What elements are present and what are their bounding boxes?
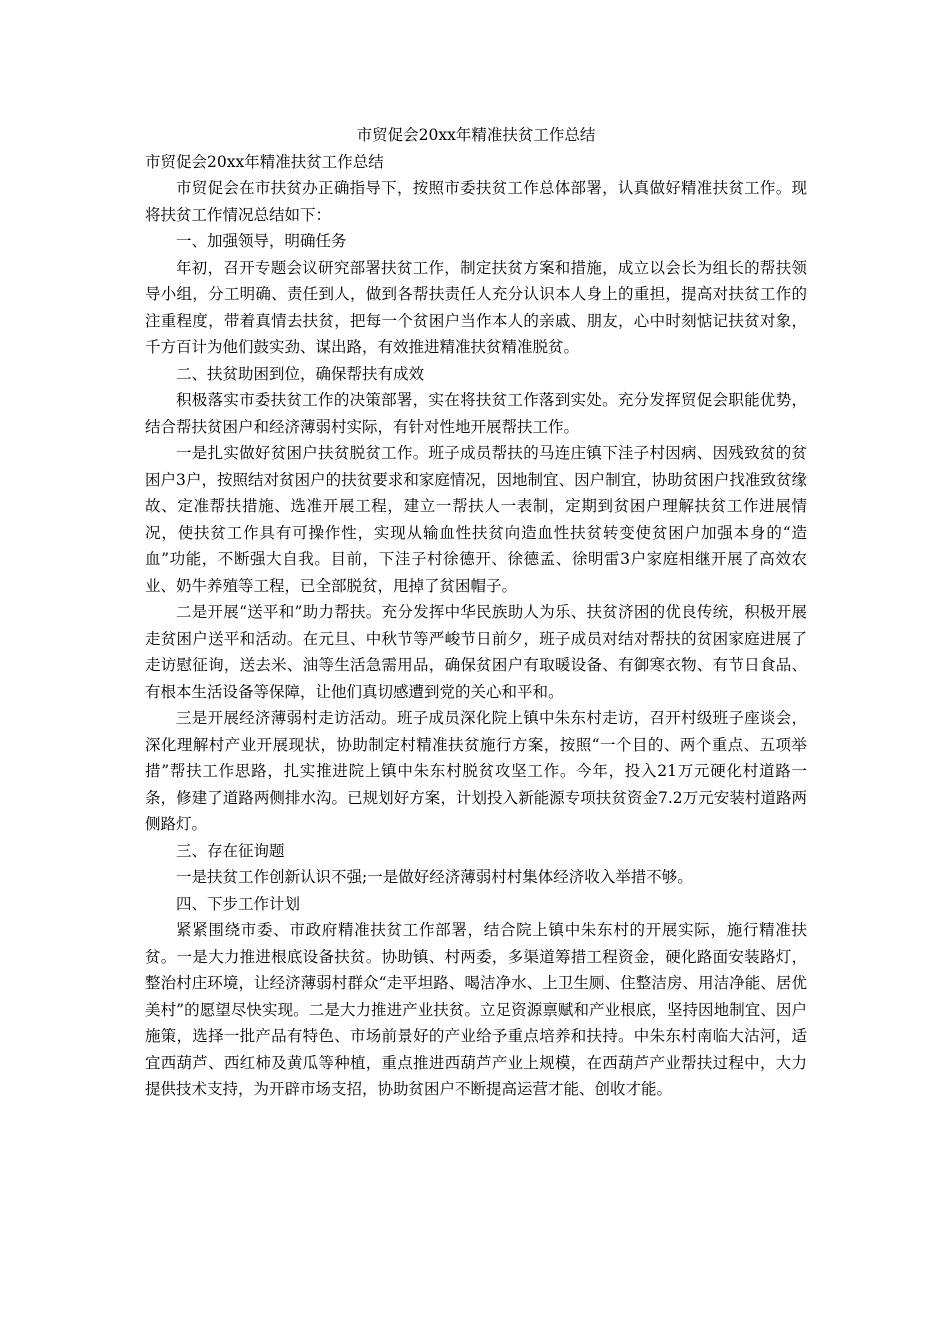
- intro-paragraph: 市贸促会在市扶贫办正确指导下，按照市委扶贫工作总体部署，认真做好精准扶贫工作。现将扶贫工作情况总结如下：: [145, 179, 807, 224]
- document-title: 市贸促会20xx年精准扶贫工作总结: [356, 126, 596, 144]
- section-3-paragraph: 一是扶贫工作创新认识不强;一是做好经济薄弱村村集体经济收入举措不够。: [176, 868, 693, 886]
- section-1-paragraph: 年初，召开专题会议研究部署扶贫工作，制定扶贫方案和措施，成立以会长为组长的帮扶领导小组，分工明确、责任到人，做到各帮扶责任人充分认识本人身上的重担，提高对扶贫工作的注重程度，带着真情去扶贫，把每一个贫困户当作本人的亲戚、朋友，心中时刻惦记扶贫对象，千方百计为他们鼓实劲、谋出路，有效推进精准扶贫精准脱贫。: [145, 258, 807, 356]
- section-2-item-1: 一是扎实做好贫困户扶贫脱贫工作。班子成员帮扶的马连庄镇下洼子村因病、因残致贫的贫困户3户，按照结对贫困户的扶贫要求和家庭情况，因地制宜、因户制宜，协助贫困户找准致贫缘故、定准帮扶措施、选准开展工程，建立一帮扶人一表制，定期到贫困户理解扶贫工作进展情况，使扶贫工作具有可操作性，实现从输血性扶贫向造血性扶贫转变使贫困户加强本身的“造血”功能，不断强大自我。目前，下洼子村徐德开、徐德孟、徐明雷3户家庭相继开展了高效农业、奶牛养殖等工程，已全部脱贫，甩掉了贫困帽子。: [145, 444, 807, 595]
- section-heading-3: 三、存在征询题: [176, 841, 285, 860]
- section-heading-4: 四、下步工作计划: [176, 894, 301, 913]
- section-2-paragraph: 积极落实市委扶贫工作的决策部署，实在将扶贫工作落到实处。充分发挥贸促会职能优势，结合帮扶贫困户和经济薄弱村实际，有针对性地开展帮扶工作。: [145, 391, 807, 436]
- section-heading-1: 一、加强领导，明确任务: [176, 232, 347, 250]
- section-4-paragraph: 紧紧围绕市委、市政府精准扶贫工作部署，结合院上镇中朱东村的开展实际，施行精准扶贫。一是大力推进根底设备扶贫。协助镇、村两委，多渠道筹措工程资金，硬化路面安装路灯，整治村庄环境，让经济薄弱村群众“走平坦路、喝洁净水、上卫生厕、住整洁房、用洁净能、居优美村”的愿望尽快实现。二是大力推进产业扶贫。立足资源禀赋和产业根底，坚持因地制宜、因户施策，选择一批产品有特色、市场前景好的产业给予重点培养和扶持。中朱东村南临大沽河，适宜西葫芦、西红柿及黄瓜等种植，重点推进西葫芦产业上规模，在西葫芦产业帮扶过程中，大力提供技术支持，为开辟市场支招，协助贫困户不断提高运营才能、创收才能。: [145, 921, 807, 1098]
- section-2-item-2: 二是开展“送平和”助力帮扶。充分发挥中华民族助人为乐、扶贫济困的优良传统，积极开展走贫困户送平和活动。在元旦、中秋节等严峻节日前夕，班子成员对结对帮扶的贫困家庭进展了走访慰征询，送去米、油等生活急需用品，确保贫困户有取暖设备、有御寒衣物、有节日食品、有根本生活设备等保障，让他们真切感遭到党的关心和平和。: [145, 603, 807, 701]
- document-subtitle: 市贸促会20xx年精准扶贫工作总结: [145, 152, 384, 171]
- section-heading-2: 二、扶贫助困到位，确保帮扶有成效: [176, 364, 425, 383]
- section-2-item-3: 三是开展经济薄弱村走访活动。班子成员深化院上镇中朱东村走访，召开村级班子座谈会，深化理解村产业开展现状，协助制定村精准扶贫施行方案，按照“一个目的、两个重点、五项举措”帮扶工作思路，扎实推进院上镇中朱东村脱贫攻坚工作。今年，投入21万元硬化村道路一条，修建了道路两侧排水沟。已规划好方案，计划投入新能源专项扶贫资金7.2万元安装村道路两侧路灯。: [145, 709, 807, 833]
- document-page: [145, 122, 807, 1103]
